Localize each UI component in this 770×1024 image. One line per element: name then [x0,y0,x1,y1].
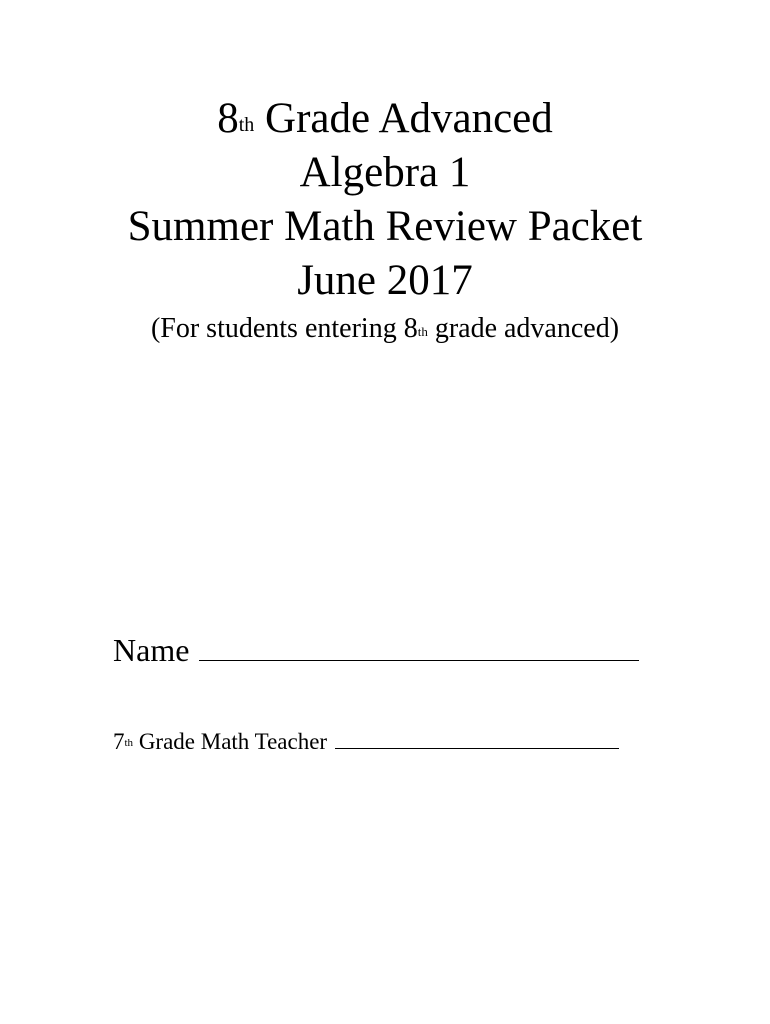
title-line-grade [0,92,770,146]
teacher-row [113,726,619,757]
title-grade-rest: Grade Advanced [254,95,553,142]
teacher-label-rest: Grade Math Teacher [133,729,328,754]
title-block [0,92,770,346]
title-grade-superscript: th [238,114,255,136]
subtitle-superscript: th [417,324,428,339]
title-line-date: June 2017 [297,257,473,304]
subtitle-after: grade advanced) [427,313,620,344]
teacher-label-number: 7 [113,729,125,754]
name-blank-line[interactable] [199,630,639,661]
teacher-blank-line[interactable] [335,726,619,749]
teacher-label-superscript: th [124,737,134,749]
subtitle [0,312,770,346]
title-line-course: Algebra 1 [299,149,471,196]
name-row [113,630,639,670]
name-label: Name [113,632,190,668]
subtitle-before: (For students entering 8 [150,313,418,344]
title-line-packet: Summer Math Review Packet [127,203,643,250]
title-grade-number: 8 [217,95,239,142]
